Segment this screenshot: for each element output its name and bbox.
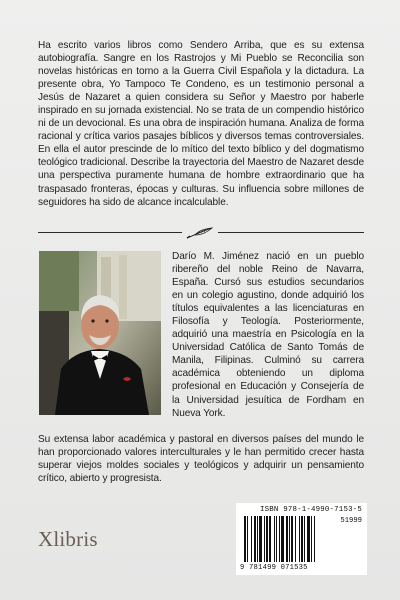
quill-ornament-icon [185,226,215,240]
barcode-bar [269,516,271,562]
barcode-bar [276,516,277,562]
barcode-bar [295,516,296,562]
barcode-bar [279,516,280,562]
barcode-bar [281,516,284,562]
divider-right [218,232,364,233]
barcode-bar [244,516,246,562]
barcode-bar [247,516,248,562]
divider-left [38,232,182,233]
barcode-bar [289,516,290,562]
book-synopsis: Ha escrito varios libros como Sendero Arriba, que es su extensa autobiografía. Sangre en los Rastrojos y Mi Pueblo se Reconcilia son novelas históricas en torno a la Guerra Civil Española y la dictadura. La presente obra, Yo Tampoco Te Condeno, es un testimonio personal a Jesús de Nazaret a quien considera su Señor y Maestro por haberle inspirado en su jornada existencial. No se trata de un compendio histórico ni de un devocional. Es una obra de inspiración humana. Analiza de forma racional y crítica varios pasajes bíblicos y diversos temas controversiales. En ella el autor prescinde de lo mítico del texto bíblico y del dogmatismo teológico tradicional. Describe la trayectoria del Maestro de Nazaret desde una perspectiva puramente humana de hombre extraordinario que ha traspasado fronteras, épocas y culturas. Su influencia sobre millones de seguidores ha sido de alcance incalculable. [38,40,364,208]
isbn-barcode [236,503,367,575]
publisher-logo: Xlibris [38,527,98,551]
barcode-bar [254,516,256,562]
barcode-bar [274,516,275,562]
barcode-bar [259,516,262,562]
barcode-bar [257,516,258,562]
barcode-bar [307,516,310,562]
author-closing-paragraph: Su extensa labor académica y pastoral en diversos países del mundo le han proporcionado valores interculturales y le han permitido crecer hasta superar viejos moldes sociales y teológicos y adquirir un pensamiento crítico, abierto y progresista. [38,434,364,485]
barcode-bar [286,516,288,562]
price-code: 51999 [340,517,362,525]
barcode-bar [299,516,300,562]
barcode-bar [301,516,303,562]
barcode-bar [304,516,305,562]
author-bio: Darío M. Jiménez nació en un pueblo ribereño del noble Reino de Navarra, España. Cursó sus estudios secundarios en un colegio agustino, donde adquirió los títulos equivalentes a las licenciaturas en Filosofía y Teología. Posteriormente, adquirió una maestría en Psicología en la Universidad Católica de Santo Tomás de Manila, Filipinas. Culminó su carrera académica obteniendo un diploma profesional en Educación y Consejería de la Universidad jesuítica de Fordham en Nueva York. [172,251,364,419]
barcode-bar [264,516,265,562]
author-photo [39,251,161,415]
barcode-bar [291,516,293,562]
barcode-bar [266,516,268,562]
barcode-digits: 9 781499 071535 [240,564,308,572]
barcode-bar [251,516,252,562]
barcode-bar [314,516,315,562]
barcode-bar [311,516,312,562]
isbn-text: ISBN 978-1-4990-7153-5 [260,506,362,514]
barcode-bars [244,516,340,564]
